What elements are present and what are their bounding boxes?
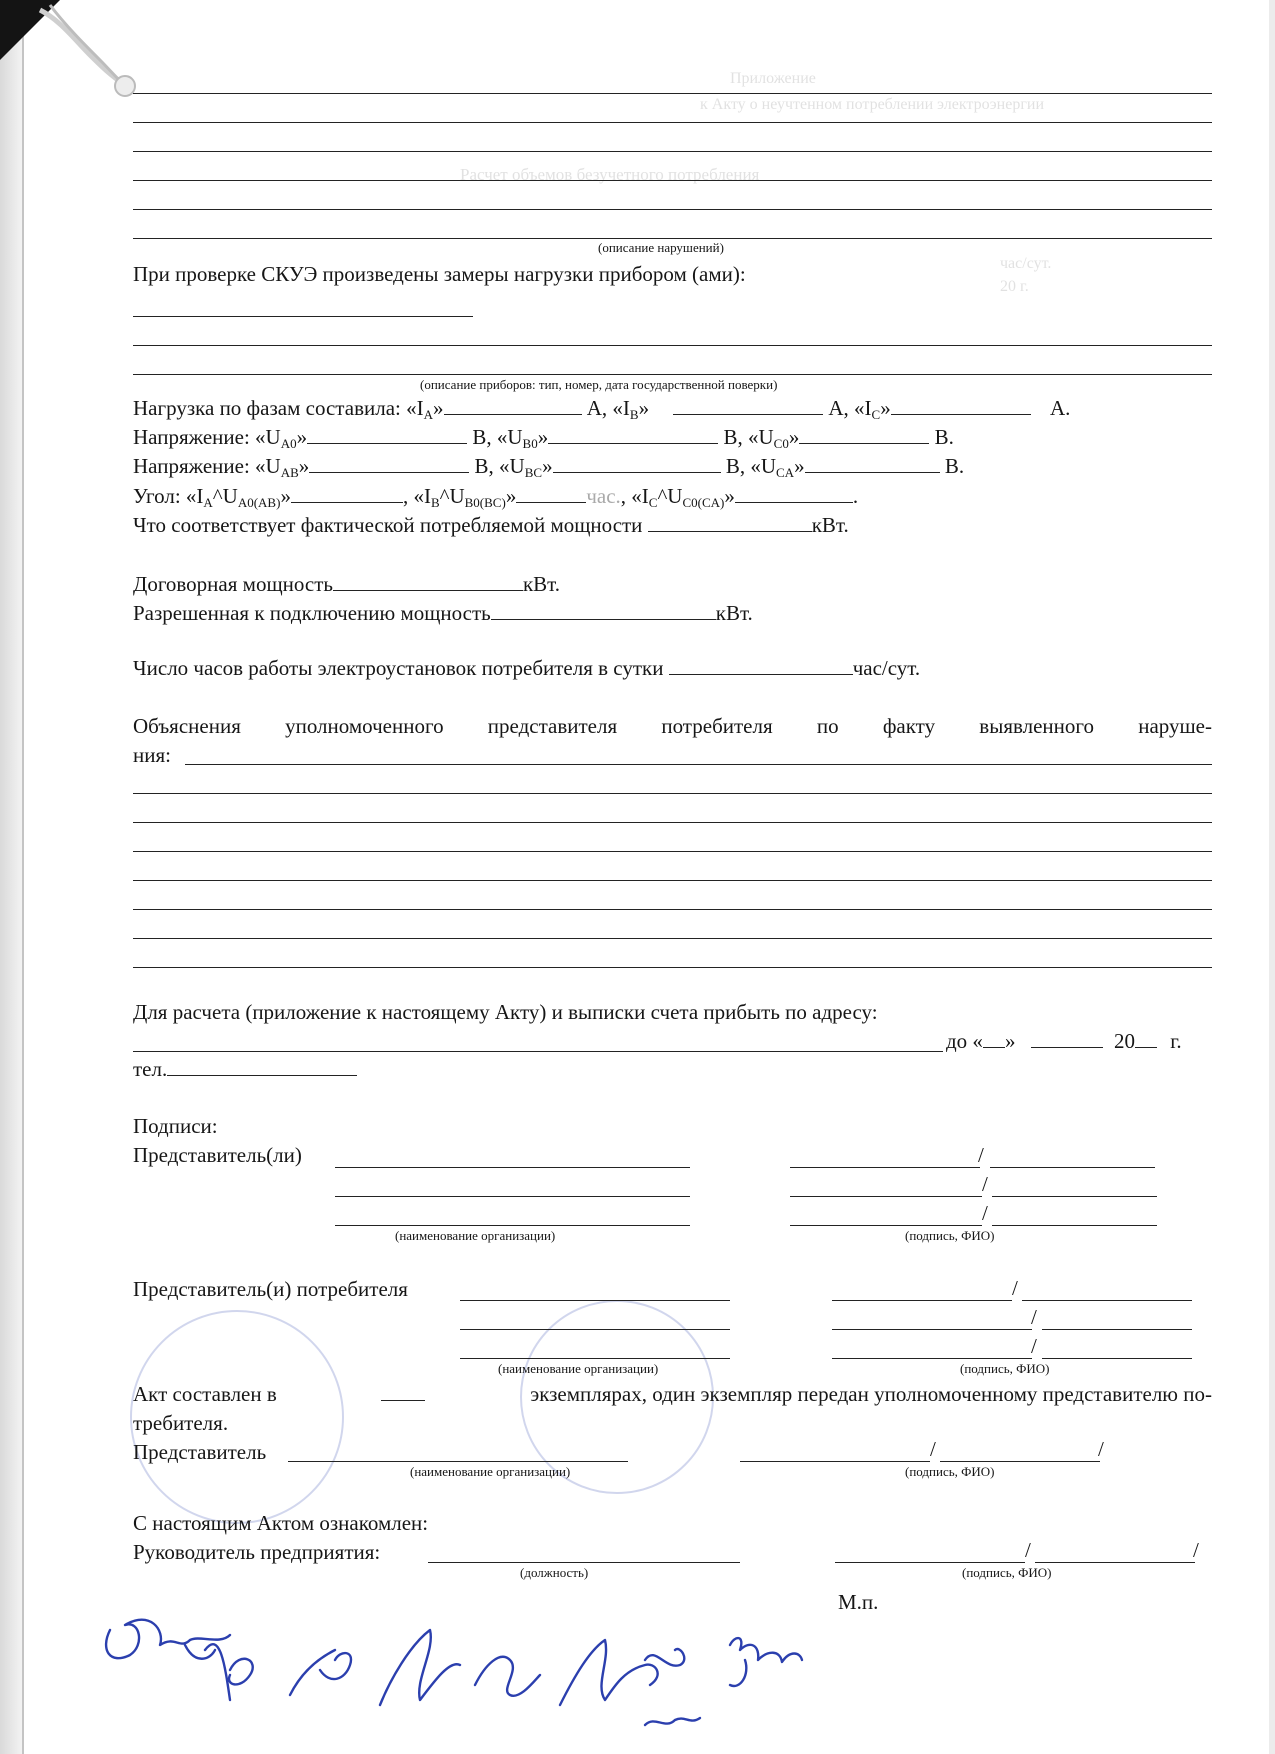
right-edge (1269, 0, 1275, 1754)
head-position-line[interactable] (428, 1562, 740, 1563)
hours-row: Число часов работы электроустановок потребителя в сутки час/сут. (133, 656, 921, 680)
ghost-text: Приложение (730, 70, 816, 87)
deadline-row: до « » 20 г. (946, 1029, 1182, 1053)
violation-line[interactable] (133, 209, 1212, 210)
uca-field[interactable] (805, 454, 940, 473)
violation-line[interactable] (133, 180, 1212, 181)
violation-line[interactable] (133, 238, 1212, 239)
deadline-day-field[interactable] (983, 1029, 1005, 1048)
signatures-heading: Подписи: (133, 1114, 218, 1138)
voltage-phase-row: Напряжение: «$U_{A0}$» В, «$U_{B0}$» В, «$U_{C0}$» В. (133, 425, 954, 451)
phone-field[interactable] (167, 1057, 357, 1076)
sign-slash: / (982, 1172, 988, 1196)
seal-mark: М.п. (838, 1590, 879, 1614)
binding-line (22, 0, 24, 1754)
copies-line2: требителя. (133, 1411, 229, 1435)
sign-slash: / (930, 1437, 936, 1461)
explanations-line2: ния: (133, 743, 171, 767)
uab-field[interactable] (309, 454, 469, 473)
address-line[interactable] (133, 1051, 943, 1052)
violations-caption: (описание нарушений) (598, 240, 724, 255)
rep-name-line[interactable] (992, 1196, 1157, 1197)
angle-b-field[interactable] (516, 484, 586, 503)
acquainted-line: С настоящим Актом ознакомлен: (133, 1511, 429, 1535)
consumer-org-line[interactable] (460, 1358, 730, 1359)
sign-caption: (подпись, ФИО) (960, 1361, 1050, 1376)
explanation-line[interactable] (133, 822, 1212, 823)
actual-power-field[interactable] (648, 513, 812, 532)
deadline-year-field[interactable] (1135, 1029, 1157, 1048)
sign-slash: / (1193, 1538, 1199, 1562)
sign-slash: / (978, 1143, 984, 1167)
ghost-text: к Акту о неучтенном потреблении электроэнергии (700, 96, 1045, 113)
sign-caption: (подпись, ФИО) (905, 1228, 995, 1243)
copies-name-line[interactable] (940, 1461, 1100, 1462)
uc0-field[interactable] (799, 425, 929, 444)
head-label: Руководитель предприятия: (133, 1540, 381, 1564)
sign-slash: / (1098, 1437, 1104, 1461)
violation-line[interactable] (133, 122, 1212, 123)
representatives-label: Представитель(ли) (133, 1143, 302, 1167)
ia-field[interactable] (444, 396, 582, 415)
ua0-field[interactable] (307, 425, 467, 444)
explanation-line[interactable] (133, 851, 1212, 852)
org-caption: (наименование организации) (498, 1361, 659, 1376)
allowed-power-row: Разрешенная к подключению мощность кВт. (133, 601, 753, 625)
sign-slash: / (1031, 1334, 1037, 1358)
head-sign-line[interactable] (835, 1562, 1025, 1563)
rep-org-line[interactable] (335, 1196, 690, 1197)
contract-power-field[interactable] (333, 572, 523, 591)
consumer-sign-line[interactable] (832, 1358, 1032, 1359)
ghost-text: час/сут. (1000, 255, 1052, 272)
actual-power-row: Что соответствует фактической потребляемой мощности кВт. (133, 513, 849, 537)
measurement-line[interactable] (133, 316, 473, 317)
violation-line[interactable] (133, 151, 1212, 152)
explanation-line[interactable] (133, 938, 1212, 939)
rep-org-line[interactable] (335, 1225, 690, 1226)
rep-name-line[interactable] (990, 1167, 1155, 1168)
angle-row: Угол: «$I_A\^{}U_{A0(AB)}$» , «$I_B\^{}U_{B0(BC)}$» час., «$I_C\^{}U_{C0(CA)}$» . (133, 484, 859, 510)
sign-slash: / (1025, 1538, 1031, 1562)
sign-slash: / (982, 1201, 988, 1225)
explanation-line[interactable] (133, 909, 1212, 910)
angle-c-field[interactable] (735, 484, 853, 503)
ic-field[interactable] (891, 396, 1031, 415)
rep-sign-line[interactable] (790, 1196, 982, 1197)
binding-edge (0, 0, 22, 1754)
rep-org-line[interactable] (335, 1167, 690, 1168)
explanation-line[interactable] (133, 880, 1212, 881)
rep-sign-line[interactable] (790, 1167, 980, 1168)
copies-count-field[interactable] (381, 1382, 425, 1401)
measurements-caption: (описание приборов: тип, номер, дата государственной поверки) (420, 377, 778, 392)
binding-thread (30, 0, 140, 120)
ghost-text: Расчет объемов безучетного потребления (460, 165, 760, 184)
copies-sign-line[interactable] (740, 1461, 930, 1462)
phase-load-row: Нагрузка по фазам составила: «$I_A$» А, «$I_B$» А, «$I_C$» А. (133, 396, 1071, 422)
measurement-line[interactable] (133, 374, 1212, 375)
head-name-line[interactable] (1035, 1562, 1195, 1563)
consumer-sign-line[interactable] (832, 1329, 1032, 1330)
ubc-field[interactable] (553, 454, 721, 473)
handwritten-signatures (90, 1590, 1210, 1740)
consumer-sign-line[interactable] (832, 1300, 1012, 1301)
measurement-line[interactable] (133, 345, 1212, 346)
calculation-line: Для расчета (приложение к настоящему Акту) и выписки счета прибыть по адресу: (133, 1000, 878, 1024)
explanation-line[interactable] (185, 764, 1212, 765)
sign-slash: / (1031, 1305, 1037, 1329)
ub0-field[interactable] (548, 425, 718, 444)
contract-power-row: Договорная мощность кВт. (133, 572, 561, 596)
explanation-line[interactable] (133, 967, 1212, 968)
copies-line1: Акт составлен в экземплярах, один экземпляр передан уполномоченному представителю по- (133, 1382, 1212, 1406)
consumer-name-line[interactable] (1022, 1300, 1192, 1301)
sign-caption: (подпись, ФИО) (905, 1464, 995, 1479)
explanation-line[interactable] (133, 793, 1212, 794)
phone-row: тел. (133, 1057, 357, 1081)
copies-org-line[interactable] (288, 1461, 628, 1462)
sign-caption: (подпись, ФИО) (962, 1565, 1052, 1580)
sign-slash: / (1012, 1276, 1018, 1300)
ghost-text: 20 г. (1000, 278, 1029, 295)
voltage-line-row: Напряжение: «$U_{AB}$» В, «$U_{BC}$» В, «$U_{CA}$» В. (133, 454, 965, 480)
rep-sign-line[interactable] (790, 1225, 982, 1226)
consumer-name-line[interactable] (1042, 1358, 1192, 1359)
org-caption: (наименование организации) (410, 1464, 571, 1479)
consumer-name-line[interactable] (1042, 1329, 1192, 1330)
deadline-month-field[interactable] (1031, 1029, 1103, 1048)
copies-rep-label: Представитель (133, 1440, 267, 1464)
consumer-label: Представитель(и) потребителя (133, 1277, 408, 1301)
measurements-intro: При проверке СКУЭ произведены замеры нагрузки прибором (ами): (133, 262, 746, 286)
violation-line[interactable] (133, 93, 1212, 94)
ib-field[interactable] (673, 396, 823, 415)
consumer-org-line[interactable] (460, 1300, 730, 1301)
consumer-org-line[interactable] (460, 1329, 730, 1330)
hours-field[interactable] (669, 656, 853, 675)
position-caption: (должность) (520, 1565, 589, 1580)
allowed-power-field[interactable] (491, 601, 716, 620)
rep-name-line[interactable] (992, 1225, 1157, 1226)
angle-a-field[interactable] (291, 484, 403, 503)
org-caption: (наименование организации) (395, 1228, 556, 1243)
explanations-line1: Объяснения уполномоченного представителя потребителя по факту выявленного наруше- (133, 714, 1212, 738)
